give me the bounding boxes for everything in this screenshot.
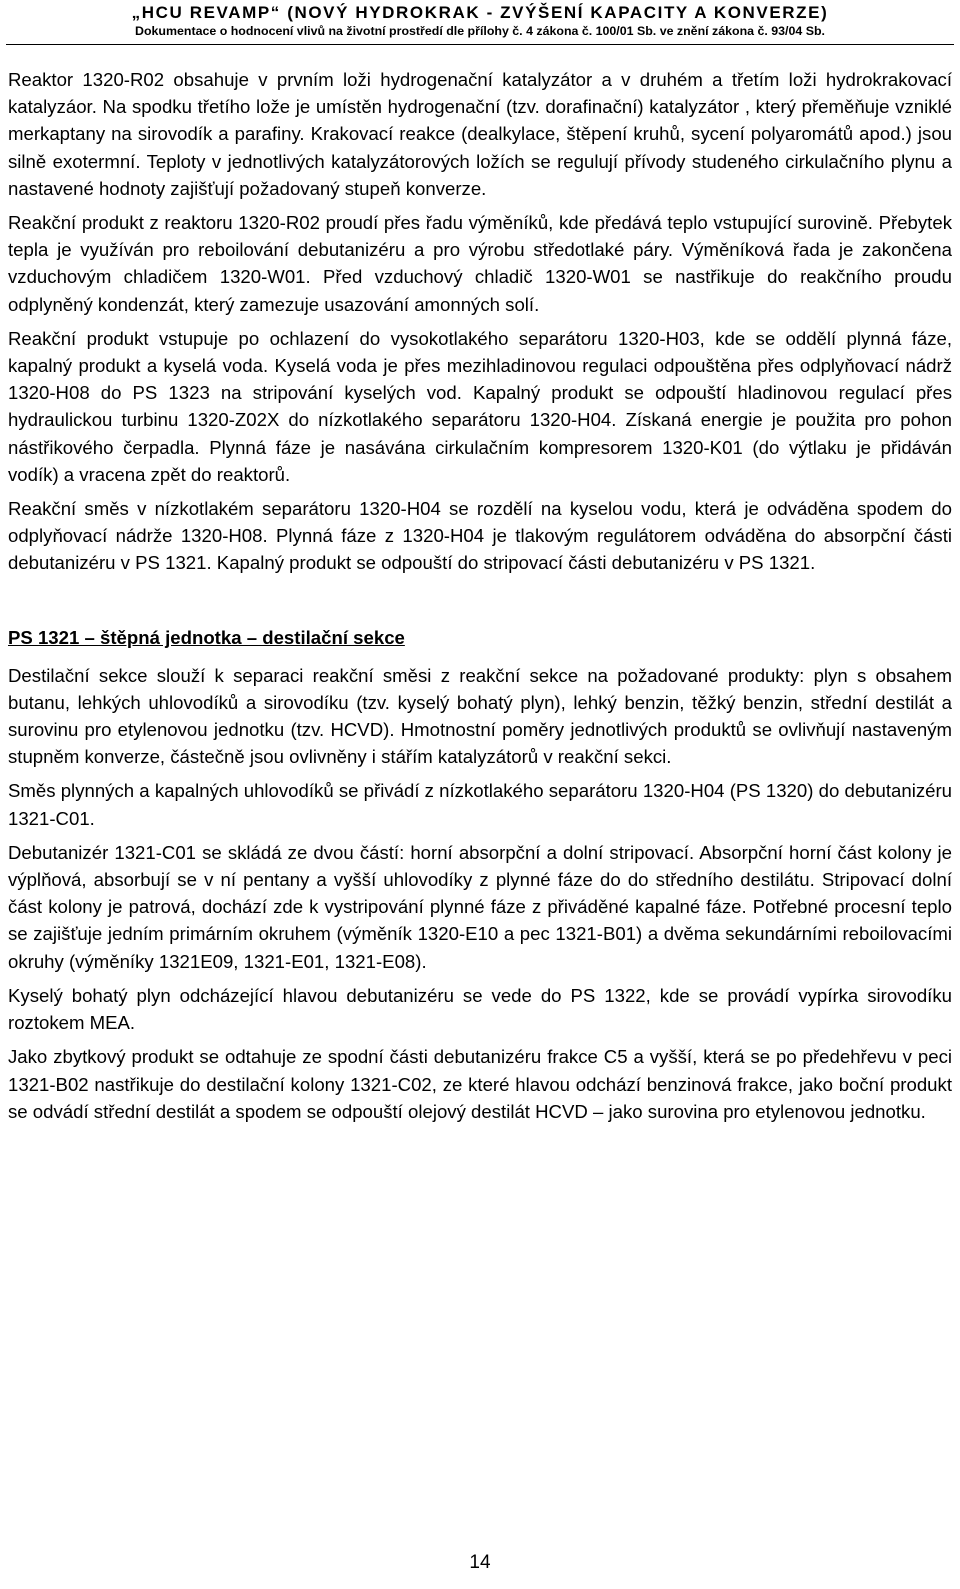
section-spacer [8,584,952,624]
paragraph: Směs plynných a kapalných uhlovodíků se přivádí z nízkotlakého separátoru 1320-H04 (PS 1320) do debutanizéru 1321-C01. [8,780,952,829]
header-title: „HCU REVAMP“ (NOVÝ HYDROKRAK - ZVÝŠENÍ KAPACITY A KONVERZE) [131,3,829,22]
document-body [8,66,952,1132]
paragraph: Destilační sekce slouží k separaci reakční směsi z reakční sekce na požadované produkty: plyn s obsahem butanu, lehkých uhlovodíků a sirovodíku (tzv. kyselý bohatý plyn), lehký benzin, těžký benzin, střední destilát a surovinu pro etylenovou jednotku (tzv. HCVD). Hmotnostní poměry jednotlivých produktů se ovlivňují nastaveným stupněm konverze, částečně jsou ovlivněny i stářím katalyzátorů v reakční sekci. [8,664,952,768]
header-divider [6,44,954,45]
paragraph: Debutanizér 1321-C01 se skládá ze dvou částí: horní absorpční a dolní stripovací. Absorpční horní část kolony je výplňová, absorbují se v ní pentany a vyšší uhlovodíky z plynné fáze do do středního destilátu. Stripovací dolní část kolony je patrová, dochází zde k vystripování plynné fáze z přiváděné kapalné fáze. Potřebné procesní teplo se zajišťuje jedním primárním okruhem (výměník 1320-E10 a pec 1321-B01) a dvěma sekundárními reboilovacími okruhy (výměníky 1321E09, 1321-E01, 1321-E08). [8,841,952,972]
paragraph: Reaktor 1320-R02 obsahuje v prvním loži hydrogenační katalyzátor a v druhém a třetím loži hydrokrakovací katalyzáor. Na spodku třetího lože je umístěn hydrogenační (tzv. dorafinační) katalyzátor , který přeměňuje vzniklé merkaptany na sirovodík a parafiny. Krakovací reakce (dealkylace, štěpení kruhů, sycení polyaromátů apod.) jsou silně exotermní. Teploty v jednotlivých katalyzátorových ložích se regulují přívody studeného cirkulačního plynu a nastavené hodnoty zajišťují požadovaný stupeň konverze. [8,69,952,199]
paragraph: Reakční směs v nízkotlakém separátoru 1320-H04 se rozdělí na kyselou vodu, která je odváděna spodem do odplyňovací nádrže 1320-H08. Plynná fáze z 1320-H04 je tlakovým regulátorem odváděna do absorpční části debutanizéru v PS 1321. Kapalný produkt se odpouští do stripovací části debutanizéru v PS 1321. [8,498,952,574]
paragraph: Reakční produkt z reaktoru 1320-R02 proudí přes řadu výměníků, kde předává teplo vstupující surovině. Přebytek tepla je využíván pro reboilování debutanizéru a pro výrobu středotlaké páry. Výměníková řada je zakončena vzduchovým chladičem 1320-W01. Před vzduchový chladič 1320-W01 se nastřikuje do reakčního proudu odplyněný kondenzát, který zamezuje usazování amonných solí. [8,212,952,315]
section-heading: PS 1321 – štěpná jednotka – destilační sekce [8,626,405,648]
page-number: 14 [469,1552,491,1573]
page-header [0,0,960,39]
paragraph: Jako zbytkový produkt se odtahuje ze spodní části debutanizéru frakce C5 a vyšší, která se po předehřevu v peci 1321-B02 nastřikuje do destilační kolony 1321-C02, ze které hlavou odchází benzinová frakce, jako boční produkt se odvádí střední destilát a spodem se odpouští olejový destilát HCVD – jako surovina pro etylenovou jednotku. [8,1046,952,1122]
header-subtitle: Dokumentace o hodnocení vlivů na životní prostředí dle přílohy č. 4 zákona č. 100/01 Sb. ve znění zákona č. 93/04 Sb. [135,24,825,38]
paragraph: Reakční produkt vstupuje po ochlazení do vysokotlakého separátoru 1320-H03, kde se oddělí plynná fáze, kapalný produkt a kyselá voda. Kyselá voda je přes mezihladinovou regulaci odpouštěna přes odplyňovací nádrž 1320-H08 do PS 1323 na stripování kyselých vod. Kapalný produkt se odpouští hladinovou regulací přes hydraulickou turbinu 1320-Z02X do nízkotlakého separátoru 1320-H04. Získaná energie je použita pro pohon nástřikového čerpadla. Plynná fáze je nasávána cirkulačním kompresorem 1320-K01 (do výtlaku je přidáván vodík) a vracena zpět do reaktorů. [8,327,952,485]
paragraph: Kyselý bohatý plyn odcházející hlavou debutanizéru se vede do PS 1322, kde se provádí vypírka sirovodíku roztokem MEA. [8,984,952,1034]
